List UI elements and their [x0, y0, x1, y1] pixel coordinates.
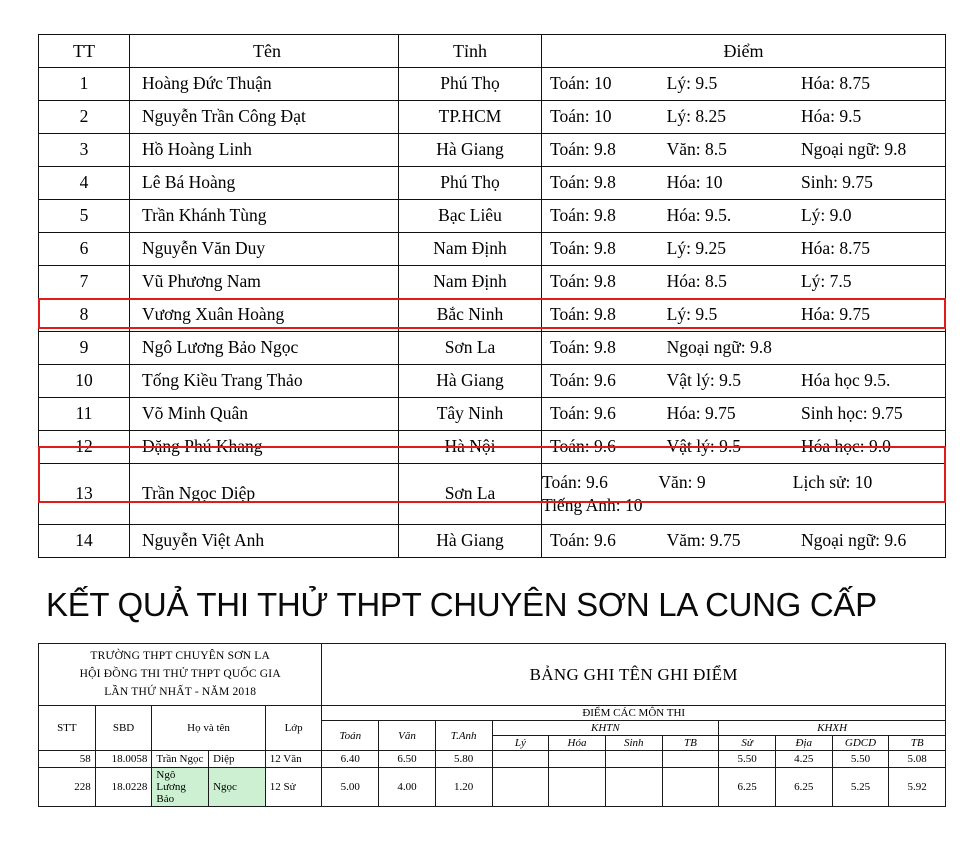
table-row — [39, 200, 946, 233]
table-row — [39, 266, 946, 299]
cell-diem — [542, 134, 946, 167]
cell-ly — [492, 768, 549, 807]
col-header-diem: Điểm — [542, 35, 946, 68]
score-item: Sinh: 9.75 — [800, 172, 873, 193]
score-item: Tiếng Anh: 10 — [542, 494, 643, 515]
cell-stt: 58 — [39, 751, 96, 768]
top-results-table-container — [38, 34, 946, 558]
score-item — [793, 335, 945, 361]
cell-ten: Trần Ngọc Diệp — [130, 464, 399, 525]
score-item: Toán: 10 — [550, 73, 612, 94]
score-item: Toán: 9.8 — [550, 238, 616, 259]
cell-given-name: Ngọc — [209, 768, 266, 807]
table-row-highlighted — [39, 768, 946, 807]
table-row — [39, 365, 946, 398]
cell-dia: 6.25 — [775, 768, 832, 807]
score-item: Toán: 9.6 — [550, 370, 616, 391]
col-header-stt: STT — [39, 706, 96, 751]
col-header-tb-khxh: TB — [889, 736, 946, 751]
group-header-khxh: KHXH — [719, 721, 946, 736]
cell-tb-khxh: 5.08 — [889, 751, 946, 768]
score-item: Sinh học: 9.75 — [800, 403, 903, 424]
cell-tt: 9 — [39, 332, 130, 365]
cell-gdcd: 5.25 — [832, 768, 889, 807]
col-header-lop: Lớp — [265, 706, 322, 751]
cell-tinh: Bạc Liêu — [399, 200, 542, 233]
cell-tinh: Bắc Ninh — [399, 299, 542, 332]
col-header-tt: TT — [39, 35, 130, 68]
score-item: Toán: 9.8 — [550, 205, 616, 226]
group-header-row — [39, 706, 946, 721]
cell-tt: 12 — [39, 431, 130, 464]
cell-tt: 7 — [39, 266, 130, 299]
score-item: Toán: 9.8 — [550, 139, 616, 160]
school-header — [39, 644, 322, 706]
cell-tb-khxh: 5.92 — [889, 768, 946, 807]
score-item: Toán: 9.8 — [550, 271, 616, 292]
table-row — [39, 68, 946, 101]
cell-diem — [542, 525, 946, 558]
sheet-masthead-row — [39, 644, 946, 706]
cell-toan: 6.40 — [322, 751, 379, 768]
table-row — [39, 233, 946, 266]
score-item: Toán: 9.6 — [550, 530, 616, 551]
col-header-ten: Tên — [130, 35, 399, 68]
score-item: Toán: 9.6 — [542, 471, 608, 492]
cell-diem — [542, 431, 946, 464]
cell-ten: Ngô Lương Bảo Ngọc — [130, 332, 399, 365]
score-item: Vật lý: 9.5 — [666, 436, 742, 457]
cell-hoa — [549, 768, 606, 807]
table-row-highlighted — [39, 464, 946, 525]
cell-diem — [542, 233, 946, 266]
score-item: Hóa: 10 — [666, 172, 723, 193]
cell-dia: 4.25 — [775, 751, 832, 768]
cell-hoa — [549, 751, 606, 768]
group-header-khtn: KHTN — [492, 721, 719, 736]
score-item: Lịch sử: 10 — [792, 471, 873, 492]
score-item: Hóa: 8.5 — [666, 271, 727, 292]
cell-van: 6.50 — [379, 751, 436, 768]
score-item: Văm: 9.75 — [666, 530, 741, 551]
cell-tt: 2 — [39, 101, 130, 134]
col-header-su: Sử — [719, 736, 776, 751]
table-row — [39, 751, 946, 768]
score-item: Lý: 8.25 — [666, 106, 726, 127]
score-item: Toán: 10 — [550, 106, 612, 127]
cell-gdcd: 5.50 — [832, 751, 889, 768]
score-item — [658, 495, 792, 517]
cell-ten: Nguyễn Việt Anh — [130, 525, 399, 558]
cell-diem — [542, 266, 946, 299]
cell-diem — [542, 299, 946, 332]
cell-tt: 11 — [39, 398, 130, 431]
cell-ten: Hồ Hoàng Linh — [130, 134, 399, 167]
score-item: Hóa: 8.75 — [800, 238, 870, 259]
score-item: Ngoại ngữ: 9.6 — [800, 530, 907, 551]
table-row — [39, 134, 946, 167]
cell-su: 6.25 — [719, 768, 776, 807]
col-header-hoa: Hóa — [549, 736, 606, 751]
cell-tanh: 1.20 — [435, 768, 492, 807]
cell-diem — [542, 332, 946, 365]
cell-family-name: Ngô Lương Bảo — [152, 768, 209, 807]
cell-tinh: Sơn La — [399, 464, 542, 525]
cell-tt: 5 — [39, 200, 130, 233]
col-header-name: Họ và tên — [152, 706, 265, 751]
col-header-sbd: SBD — [95, 706, 152, 751]
cell-tanh: 5.80 — [435, 751, 492, 768]
top-table-head — [39, 35, 946, 68]
top-table-body — [39, 68, 946, 558]
cell-diem — [542, 365, 946, 398]
score-item: Văn: 9 — [658, 471, 706, 492]
cell-ten: Nguyễn Văn Duy — [130, 233, 399, 266]
cell-sbd: 18.0058 — [95, 751, 152, 768]
col-header-tinh: Tỉnh — [399, 35, 542, 68]
score-item: Lý: 9.25 — [666, 238, 726, 259]
cell-tinh: Hà Nội — [399, 431, 542, 464]
cell-tinh: TP.HCM — [399, 101, 542, 134]
top-results-table — [38, 34, 946, 558]
score-item: Lý: 9.5 — [666, 304, 718, 325]
score-item: Toán: 9.8 — [550, 172, 616, 193]
cell-diem — [542, 398, 946, 431]
col-header-van: Văn — [379, 721, 436, 751]
cell-tb-khtn — [662, 751, 719, 768]
group-header-diem: ĐIỂM CÁC MÔN THI — [322, 706, 946, 721]
score-item: Hóa: 9.75 — [666, 403, 736, 424]
cell-van: 4.00 — [379, 768, 436, 807]
cell-lop: 12 Sử — [265, 768, 322, 807]
school-line-3: LẦN THỨ NHẤT - NĂM 2018 — [104, 685, 257, 698]
cell-tinh: Hà Giang — [399, 134, 542, 167]
table-row — [39, 431, 946, 464]
score-item: Toán: 9.8 — [550, 337, 616, 358]
cell-tb-khtn — [662, 768, 719, 807]
col-header-gdcd: GDCD — [832, 736, 889, 751]
score-item: Hóa: 9.5 — [800, 106, 862, 127]
score-item: Hóa: 8.75 — [800, 73, 870, 94]
cell-tinh: Phú Thọ — [399, 68, 542, 101]
cell-ten: Lê Bá Hoàng — [130, 167, 399, 200]
cell-toan: 5.00 — [322, 768, 379, 807]
cell-su: 5.50 — [719, 751, 776, 768]
cell-diem — [542, 68, 946, 101]
school-line-2: HỘI ĐỒNG THI THỬ THPT QUỐC GIA — [79, 667, 281, 680]
cell-ten: Vũ Phương Nam — [130, 266, 399, 299]
cell-ten: Võ Minh Quân — [130, 398, 399, 431]
cell-diem — [542, 101, 946, 134]
score-item: Vật lý: 9.5 — [666, 370, 742, 391]
cell-tinh: Hà Giang — [399, 525, 542, 558]
col-header-tanh: T.Anh — [435, 721, 492, 751]
bottom-score-sheet-table — [38, 643, 946, 807]
score-item: Hóa: 9.75 — [800, 304, 870, 325]
cell-tt: 1 — [39, 68, 130, 101]
cell-tt: 14 — [39, 525, 130, 558]
table-row — [39, 398, 946, 431]
cell-tinh: Tây Ninh — [399, 398, 542, 431]
cell-tt: 8 — [39, 299, 130, 332]
cell-diem — [542, 167, 946, 200]
cell-ten: Nguyễn Trần Công Đạt — [130, 101, 399, 134]
cell-ten: Tống Kiều Trang Thảo — [130, 365, 399, 398]
bottom-scanned-table-container — [38, 643, 946, 807]
table-row — [39, 525, 946, 558]
cell-tinh: Nam Định — [399, 233, 542, 266]
table-row-highlighted — [39, 332, 946, 365]
cell-family-name: Trần Ngọc — [152, 751, 209, 768]
cell-ten: Đặng Phú Khang — [130, 431, 399, 464]
cell-stt: 228 — [39, 768, 96, 807]
cell-tt: 13 — [39, 464, 130, 525]
col-header-toan: Toán — [322, 721, 379, 751]
school-line-1: TRƯỜNG THPT CHUYÊN SƠN LA — [90, 650, 271, 662]
sheet-title: BẢNG GHI TÊN GHI ĐIỂM — [322, 644, 946, 706]
score-item: Hóa học 9.5. — [800, 370, 891, 391]
cell-tinh: Nam Định — [399, 266, 542, 299]
score-item: Toán: 9.8 — [550, 304, 616, 325]
score-item: Ngoại ngữ: 9.8 — [800, 139, 907, 160]
score-item: Văn: 8.5 — [666, 139, 727, 160]
cell-tt: 4 — [39, 167, 130, 200]
page-title: KẾT QUẢ THI THỬ THPT CHUYÊN SƠN LA CUNG CẤP — [46, 586, 877, 623]
score-item: Toán: 9.6 — [550, 403, 616, 424]
score-item: Lý: 9.0 — [800, 205, 852, 226]
cell-sinh — [605, 751, 662, 768]
cell-sinh — [605, 768, 662, 807]
cell-ten: Trần Khánh Tùng — [130, 200, 399, 233]
cell-ten: Hoàng Đức Thuận — [130, 68, 399, 101]
cell-lop: 12 Văn — [265, 751, 322, 768]
score-item: Toán: 9.6 — [550, 436, 616, 457]
table-row — [39, 299, 946, 332]
col-header-ly: Lý — [492, 736, 549, 751]
cell-tinh: Sơn La — [399, 332, 542, 365]
col-header-dia: Địa — [775, 736, 832, 751]
cell-tt: 10 — [39, 365, 130, 398]
cell-diem — [542, 464, 946, 525]
cell-ly — [492, 751, 549, 768]
score-item: Lý: 7.5 — [800, 271, 852, 292]
cell-tinh: Phú Thọ — [399, 167, 542, 200]
table-row — [39, 167, 946, 200]
col-header-sinh: Sinh — [605, 736, 662, 751]
score-item: Hóa: 9.5. — [666, 205, 732, 226]
cell-given-name: Diệp — [209, 751, 266, 768]
score-item: Hóa học: 9.0 — [800, 436, 891, 457]
cell-tt: 3 — [39, 134, 130, 167]
col-header-tb-khtn: TB — [662, 736, 719, 751]
cell-diem — [542, 200, 946, 233]
cell-tt: 6 — [39, 233, 130, 266]
score-item — [793, 495, 945, 517]
score-item: Ngoại ngữ: 9.8 — [666, 337, 772, 358]
table-header-row — [39, 35, 946, 68]
cell-ten: Vương Xuân Hoàng — [130, 299, 399, 332]
cell-tinh: Hà Giang — [399, 365, 542, 398]
cell-sbd: 18.0228 — [95, 768, 152, 807]
table-row — [39, 101, 946, 134]
score-item: Lý: 9.5 — [666, 73, 718, 94]
